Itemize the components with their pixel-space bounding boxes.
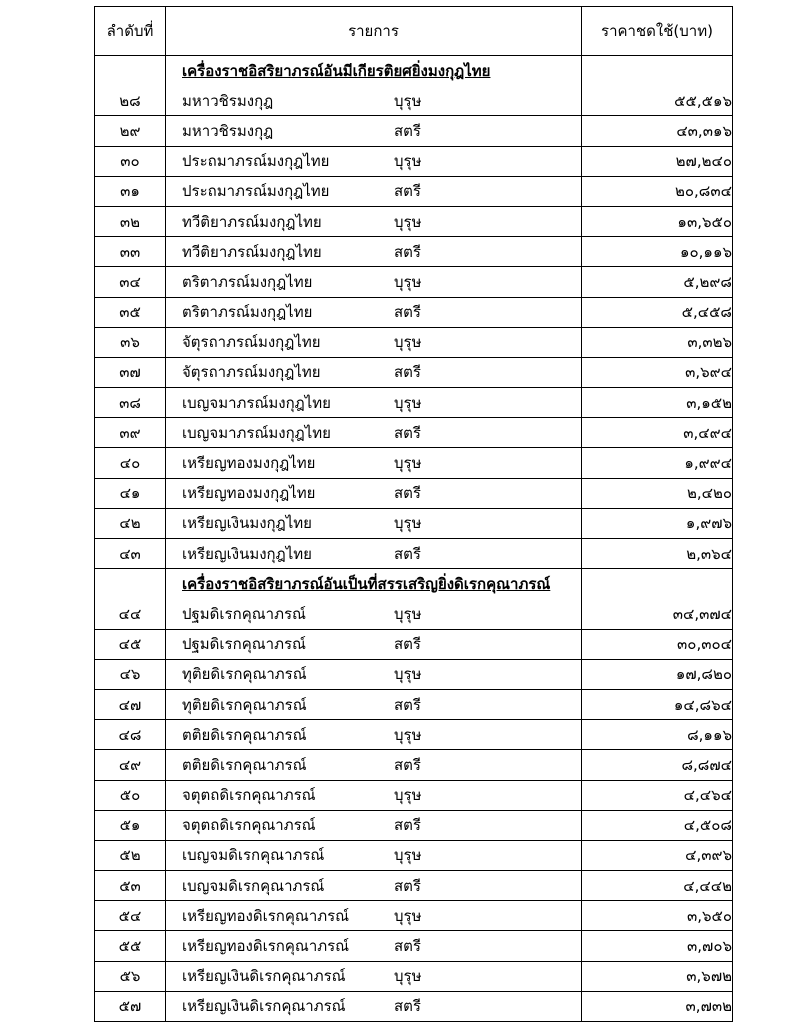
- row-number: ๕๖: [95, 961, 166, 991]
- row-price: ๘,๘๗๔: [582, 750, 733, 780]
- item-gender: สตรี: [394, 816, 421, 835]
- row-price: ๔,๓๙๖: [582, 840, 733, 870]
- item-gender: บุรุษ: [394, 514, 422, 533]
- table-row: [95, 780, 733, 810]
- row-price: ๓,๑๕๒: [582, 388, 733, 418]
- table-row: [95, 418, 733, 448]
- item-name: เบญจมดิเรกคุณาภรณ์: [182, 876, 325, 895]
- row-number: ๔๔: [95, 599, 166, 629]
- header-item: รายการ: [166, 7, 582, 56]
- row-number: ๒๘: [95, 86, 166, 116]
- header-price: ราคาชดใช้(บาท): [582, 7, 733, 56]
- row-number: ๕๓: [95, 871, 166, 901]
- item-name: เหรียญทองมงกุฎไทย: [182, 484, 316, 503]
- row-price: ๓,๖๙๔: [582, 357, 733, 387]
- table-row: [95, 357, 733, 387]
- row-price: ๒๗,๒๔๐: [582, 146, 733, 176]
- row-number: ๓๖: [95, 327, 166, 357]
- table-row: [95, 478, 733, 508]
- item-gender: สตรี: [394, 363, 421, 382]
- row-price: ๓,๖๕๐: [582, 901, 733, 931]
- row-item-cell: [166, 780, 582, 810]
- row-price: ๑,๙๗๖: [582, 508, 733, 538]
- item-name: จตุตถดิเรกคุณาภรณ์: [182, 786, 316, 805]
- table-row: [95, 840, 733, 870]
- row-price: ๕,๔๕๘: [582, 297, 733, 327]
- item-name: เหรียญทองดิเรกคุณาภรณ์: [182, 937, 350, 956]
- row-item-cell: [166, 478, 582, 508]
- row-number: ๓๑: [95, 176, 166, 206]
- item-name: ทุติยดิเรกคุณาภรณ์: [182, 665, 307, 684]
- item-gender: สตรี: [394, 121, 421, 140]
- item-gender: สตรี: [394, 997, 421, 1016]
- row-item-cell: [166, 297, 582, 327]
- row-item-cell: [166, 357, 582, 387]
- item-name: จัตุรถาภรณ์มงกุฎไทย: [182, 333, 321, 352]
- table-row: [95, 267, 733, 297]
- item-name: ปฐมดิเรกคุณาภรณ์: [182, 604, 306, 623]
- table-row: [95, 448, 733, 478]
- table-row: [95, 599, 733, 629]
- item-name: ตริตาภรณ์มงกุฎไทย: [182, 303, 313, 322]
- row-item-cell: [166, 599, 582, 629]
- item-name: ตติยดิเรกคุณาภรณ์: [182, 725, 307, 744]
- row-item-cell: [166, 629, 582, 659]
- item-name: เบญจมดิเรกคุณาภรณ์: [182, 846, 325, 865]
- item-name: มหาวชิรมงกุฎ: [182, 91, 274, 110]
- item-gender: บุรุษ: [394, 846, 422, 865]
- row-number: ๓๕: [95, 297, 166, 327]
- row-item-cell: [166, 388, 582, 418]
- item-gender: สตรี: [394, 695, 421, 714]
- row-price: ๑๓,๖๕๐: [582, 206, 733, 236]
- item-name: เหรียญเงินมงกุฎไทย: [182, 544, 312, 563]
- section-no-cell: [95, 56, 166, 86]
- item-gender: สตรี: [394, 242, 421, 261]
- row-number: ๓๓: [95, 237, 166, 267]
- table-row: [95, 116, 733, 146]
- item-name: ประถมาภรณ์มงกุฎไทย: [182, 182, 330, 201]
- row-price: ๓,๔๙๔: [582, 418, 733, 448]
- row-price: ๓,๗๓๒: [582, 991, 733, 1021]
- item-gender: สตรี: [394, 635, 421, 654]
- item-name: เบญจมาภรณ์มงกุฎไทย: [182, 393, 331, 412]
- table-row: [95, 750, 733, 780]
- table-row: [95, 388, 733, 418]
- item-gender: บุรุษ: [394, 665, 422, 684]
- item-name: ปฐมดิเรกคุณาภรณ์: [182, 635, 306, 654]
- row-price: ๔,๕๐๘: [582, 810, 733, 840]
- row-price: ๑๐,๑๑๖: [582, 237, 733, 267]
- row-item-cell: [166, 146, 582, 176]
- row-item-cell: [166, 327, 582, 357]
- item-name: จตุตถดิเรกคุณาภรณ์: [182, 816, 316, 835]
- row-number: ๕๗: [95, 991, 166, 1021]
- row-number: ๔๕: [95, 629, 166, 659]
- table-row: [95, 720, 733, 750]
- item-gender: สตรี: [394, 876, 421, 895]
- header-no: ลำดับที่: [95, 7, 166, 56]
- item-name: ทุติยดิเรกคุณาภรณ์: [182, 695, 307, 714]
- row-price: ๕๕,๕๑๖: [582, 86, 733, 116]
- row-number: ๓๐: [95, 146, 166, 176]
- table-row: [95, 659, 733, 689]
- row-price: ๔,๔๖๔: [582, 780, 733, 810]
- item-gender: สตรี: [394, 423, 421, 442]
- row-number: ๒๙: [95, 116, 166, 146]
- item-name: ตติยดิเรกคุณาภรณ์: [182, 755, 307, 774]
- row-number: ๔๙: [95, 750, 166, 780]
- row-number: ๓๔: [95, 267, 166, 297]
- row-item-cell: [166, 116, 582, 146]
- table-row: [95, 871, 733, 901]
- table-row: [95, 327, 733, 357]
- row-number: ๓๙: [95, 418, 166, 448]
- row-item-cell: [166, 689, 582, 719]
- item-gender: บุรุษ: [394, 333, 422, 352]
- row-number: ๔๐: [95, 448, 166, 478]
- table-row: [95, 539, 733, 569]
- row-item-cell: [166, 750, 582, 780]
- row-item-cell: [166, 961, 582, 991]
- row-price: ๓,๗๐๖: [582, 931, 733, 961]
- item-gender: บุรุษ: [394, 152, 422, 171]
- item-gender: บุรุษ: [394, 272, 422, 291]
- table-row: [95, 991, 733, 1021]
- section-title-cell: [166, 56, 582, 86]
- item-name: เหรียญเงินดิเรกคุณาภรณ์: [182, 967, 346, 986]
- row-number: ๔๓: [95, 539, 166, 569]
- table-row: [95, 961, 733, 991]
- row-item-cell: [166, 810, 582, 840]
- row-number: ๕๕: [95, 931, 166, 961]
- row-price: ๑,๙๙๔: [582, 448, 733, 478]
- row-price: ๘,๑๑๖: [582, 720, 733, 750]
- row-item-cell: [166, 237, 582, 267]
- item-gender: บุรุษ: [394, 967, 422, 986]
- row-item-cell: [166, 720, 582, 750]
- item-gender: สตรี: [394, 755, 421, 774]
- item-name: เหรียญทองดิเรกคุณาภรณ์: [182, 906, 350, 925]
- row-number: ๓๒: [95, 206, 166, 236]
- section-no-cell: [95, 569, 166, 599]
- row-item-cell: [166, 176, 582, 206]
- table-body: [95, 56, 733, 1022]
- table-row: [95, 146, 733, 176]
- item-name: เหรียญเงินมงกุฎไทย: [182, 514, 312, 533]
- row-item-cell: [166, 931, 582, 961]
- table-row: [95, 297, 733, 327]
- row-price: ๔๓,๓๑๖: [582, 116, 733, 146]
- table-row: [95, 237, 733, 267]
- row-number: ๔๒: [95, 508, 166, 538]
- row-price: ๒,๓๖๔: [582, 539, 733, 569]
- table-row: [95, 176, 733, 206]
- row-price: ๒,๔๒๐: [582, 478, 733, 508]
- row-number: ๕๒: [95, 840, 166, 870]
- row-price: ๕,๒๙๘: [582, 267, 733, 297]
- row-item-cell: [166, 448, 582, 478]
- item-name: ประถมาภรณ์มงกุฎไทย: [182, 152, 330, 171]
- row-number: ๕๐: [95, 780, 166, 810]
- item-gender: บุรุษ: [394, 906, 422, 925]
- section-title-cell: [166, 569, 582, 599]
- item-gender: สตรี: [394, 182, 421, 201]
- table-row: [95, 901, 733, 931]
- item-name: ทวีติยาภรณ์มงกุฎไทย: [182, 212, 322, 231]
- row-item-cell: [166, 659, 582, 689]
- item-gender: บุรุษ: [394, 454, 422, 473]
- row-number: ๓๘: [95, 388, 166, 418]
- item-gender: สตรี: [394, 303, 421, 322]
- item-name: เหรียญทองมงกุฎไทย: [182, 454, 316, 473]
- row-item-cell: [166, 508, 582, 538]
- row-number: ๔๘: [95, 720, 166, 750]
- table-row: [95, 508, 733, 538]
- row-number: ๕๔: [95, 901, 166, 931]
- item-name: มหาวชิรมงกุฎ: [182, 121, 274, 140]
- row-number: ๓๗: [95, 357, 166, 387]
- price-table: [94, 6, 733, 1022]
- item-name: เหรียญเงินดิเรกคุณาภรณ์: [182, 997, 346, 1016]
- table-row: [95, 810, 733, 840]
- row-price: ๓,๓๒๖: [582, 327, 733, 357]
- item-name: ตริตาภรณ์มงกุฎไทย: [182, 272, 313, 291]
- section-title: เครื่องราชอิสริยาภรณ์อันมีเกียรติยศยิ่งมงกุฎไทย: [182, 61, 491, 80]
- table-row: [95, 629, 733, 659]
- table-header-row: [95, 7, 733, 56]
- row-item-cell: [166, 206, 582, 236]
- item-gender: สตรี: [394, 484, 421, 503]
- row-number: ๔๑: [95, 478, 166, 508]
- row-price: ๓,๖๗๒: [582, 961, 733, 991]
- section-price-cell: [582, 569, 733, 599]
- table-row: [95, 86, 733, 116]
- row-item-cell: [166, 539, 582, 569]
- row-item-cell: [166, 840, 582, 870]
- item-gender: สตรี: [394, 544, 421, 563]
- section-header-row: [95, 569, 733, 599]
- item-gender: บุรุษ: [394, 212, 422, 231]
- row-item-cell: [166, 991, 582, 1021]
- row-item-cell: [166, 871, 582, 901]
- section-title: เครื่องราชอิสริยาภรณ์อันเป็นที่สรรเสริญยิ่งดิเรกคุณาภรณ์: [182, 575, 551, 594]
- table-row: [95, 206, 733, 236]
- table-row: [95, 689, 733, 719]
- row-number: ๕๑: [95, 810, 166, 840]
- item-name: จัตุรถาภรณ์มงกุฎไทย: [182, 363, 321, 382]
- row-price: ๑๔,๘๖๔: [582, 689, 733, 719]
- section-header-row: [95, 56, 733, 86]
- item-name: ทวีติยาภรณ์มงกุฎไทย: [182, 242, 322, 261]
- row-number: ๔๗: [95, 689, 166, 719]
- row-price: ๒๐,๘๓๔: [582, 176, 733, 206]
- item-name: เบญจมาภรณ์มงกุฎไทย: [182, 423, 331, 442]
- item-gender: บุรุษ: [394, 786, 422, 805]
- item-gender: บุรุษ: [394, 604, 422, 623]
- row-price: ๓๔,๓๗๔: [582, 599, 733, 629]
- row-item-cell: [166, 86, 582, 116]
- section-price-cell: [582, 56, 733, 86]
- row-price: ๓๐,๓๐๔: [582, 629, 733, 659]
- row-price: ๑๗,๘๒๐: [582, 659, 733, 689]
- item-gender: บุรุษ: [394, 91, 422, 110]
- row-item-cell: [166, 418, 582, 448]
- item-gender: สตรี: [394, 937, 421, 956]
- row-price: ๔,๔๔๒: [582, 871, 733, 901]
- item-gender: บุรุษ: [394, 393, 422, 412]
- row-item-cell: [166, 901, 582, 931]
- item-gender: บุรุษ: [394, 725, 422, 744]
- row-number: ๔๖: [95, 659, 166, 689]
- table-row: [95, 931, 733, 961]
- row-item-cell: [166, 267, 582, 297]
